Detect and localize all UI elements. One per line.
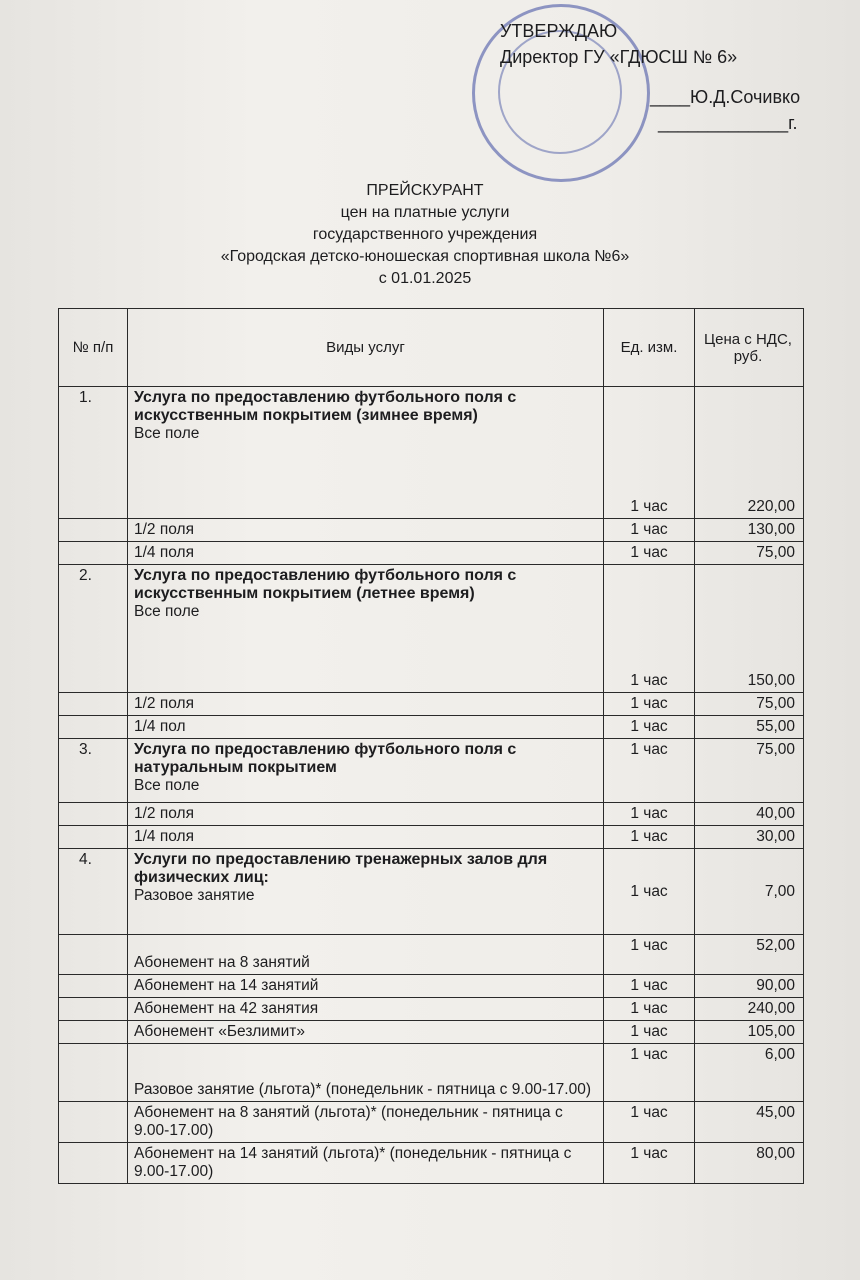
- row-price: 40,00: [695, 803, 804, 826]
- row-unit: 1 час: [604, 998, 695, 1021]
- title-line-2: цен на платные услуги: [340, 204, 510, 221]
- row-unit: 1 час: [604, 565, 695, 693]
- row-price: 90,00: [695, 975, 804, 998]
- row-label: Все поле: [134, 425, 200, 442]
- row-unit: 1 час: [604, 935, 695, 975]
- row-label: Абонемент на 42 занятия: [128, 998, 604, 1021]
- row-label: Абонемент на 14 занятий (льгота)* (понедельник - пятница с 9.00-17.00): [128, 1143, 604, 1184]
- row-price: 75,00: [695, 739, 804, 803]
- row-price: 150,00: [695, 565, 804, 693]
- section-title: Услуга по предоставлению футбольного поля с искусственным покрытием (зимнее время): [134, 389, 517, 424]
- table-row: [59, 975, 804, 998]
- section-cell: [128, 565, 604, 693]
- table-row: [59, 1102, 804, 1143]
- table-row: [59, 739, 804, 803]
- row-unit: 1 час: [604, 693, 695, 716]
- col-header-service: Виды услуг: [128, 309, 604, 387]
- row-unit: 1 час: [604, 542, 695, 565]
- section-cell: [128, 739, 604, 803]
- row-unit: 1 час: [604, 803, 695, 826]
- row-price: 7,00: [695, 849, 804, 935]
- table-row: [59, 998, 804, 1021]
- row-label: Все поле: [134, 777, 200, 794]
- row-price: 105,00: [695, 1021, 804, 1044]
- row-unit: 1 час: [604, 1143, 695, 1184]
- title-line-4: «Городская детско-юношеская спортивная школа №6»: [220, 248, 630, 265]
- section-title: Услуга по предоставлению футбольного поля с натуральным покрытием: [134, 741, 517, 776]
- col-header-price: Цена с НДС, руб.: [695, 309, 804, 387]
- approval-position: Директор ГУ «ГДЮСШ № 6»: [500, 47, 738, 67]
- row-unit: 1 час: [604, 1044, 695, 1102]
- row-label: 1/4 поля: [128, 542, 604, 565]
- table-row: [59, 693, 804, 716]
- table-row: [59, 565, 804, 693]
- row-price: 55,00: [695, 716, 804, 739]
- row-price: 130,00: [695, 519, 804, 542]
- title-line-1: ПРЕЙСКУРАНТ: [366, 182, 484, 199]
- table-row: [59, 1143, 804, 1184]
- col-header-number: № п/п: [59, 309, 128, 387]
- row-label: Абонемент на 8 занятий (льгота)* (понедельник - пятница с 9.00-17.00): [128, 1102, 604, 1143]
- row-label: Абонемент «Безлимит»: [128, 1021, 604, 1044]
- row-unit: 1 час: [604, 1021, 695, 1044]
- section-number: 1.: [59, 387, 128, 519]
- table-row: [59, 519, 804, 542]
- row-price: 30,00: [695, 826, 804, 849]
- row-price: 75,00: [695, 542, 804, 565]
- title-line-5: с 01.01.2025: [378, 270, 472, 287]
- row-price: 6,00: [695, 1044, 804, 1102]
- row-unit: 1 час: [604, 519, 695, 542]
- table-row: [59, 1021, 804, 1044]
- row-label: 1/2 поля: [128, 519, 604, 542]
- approval-signatory: ____Ю.Д.Сочивко: [650, 87, 801, 107]
- row-unit: 1 час: [604, 826, 695, 849]
- row-label: Разовое занятие: [134, 887, 255, 904]
- row-unit: 1 час: [604, 739, 695, 803]
- approval-block: [500, 18, 801, 133]
- row-unit: 1 час: [604, 975, 695, 998]
- row-label: Разовое занятие (льгота)* (понедельник - пятница с 9.00-17.00): [128, 1044, 604, 1102]
- section-cell: [128, 387, 604, 519]
- section-number: 3.: [59, 739, 128, 803]
- section-number: 4.: [59, 849, 128, 935]
- row-unit: 1 час: [604, 1102, 695, 1143]
- price-table: [58, 308, 804, 1184]
- row-label: Абонемент на 14 занятий: [128, 975, 604, 998]
- document-title: [0, 180, 860, 290]
- table-row: [59, 387, 804, 519]
- table-row: [59, 935, 804, 975]
- row-price: 80,00: [695, 1143, 804, 1184]
- approval-heading: УТВЕРЖДАЮ: [500, 21, 618, 41]
- row-label: 1/2 поля: [128, 693, 604, 716]
- row-unit: 1 час: [604, 716, 695, 739]
- row-label: 1/2 поля: [128, 803, 604, 826]
- approval-year: _____________г.: [658, 113, 798, 133]
- table-row: [59, 542, 804, 565]
- table-row: [59, 849, 804, 935]
- row-price: 75,00: [695, 693, 804, 716]
- table-row: [59, 826, 804, 849]
- section-title: Услуги по предоставлению тренажерных залов для физических лиц:: [134, 851, 548, 886]
- table-row: [59, 1044, 804, 1102]
- row-price: 220,00: [695, 387, 804, 519]
- row-label: Абонемент на 8 занятий: [128, 935, 604, 975]
- section-cell: [128, 849, 604, 935]
- row-price: 45,00: [695, 1102, 804, 1143]
- row-label: Все поле: [134, 603, 200, 620]
- col-header-unit: Ед. изм.: [604, 309, 695, 387]
- section-title: Услуга по предоставлению футбольного поля с искусственным покрытием (летнее время): [134, 567, 517, 602]
- title-line-3: государственного учреждения: [312, 226, 538, 243]
- section-number: 2.: [59, 565, 128, 693]
- row-label: 1/4 поля: [128, 826, 604, 849]
- row-price: 240,00: [695, 998, 804, 1021]
- table-row: [59, 803, 804, 826]
- row-price: 52,00: [695, 935, 804, 975]
- row-unit: 1 час: [604, 849, 695, 935]
- row-unit: 1 час: [604, 387, 695, 519]
- row-label: 1/4 пол: [128, 716, 604, 739]
- table-row: [59, 716, 804, 739]
